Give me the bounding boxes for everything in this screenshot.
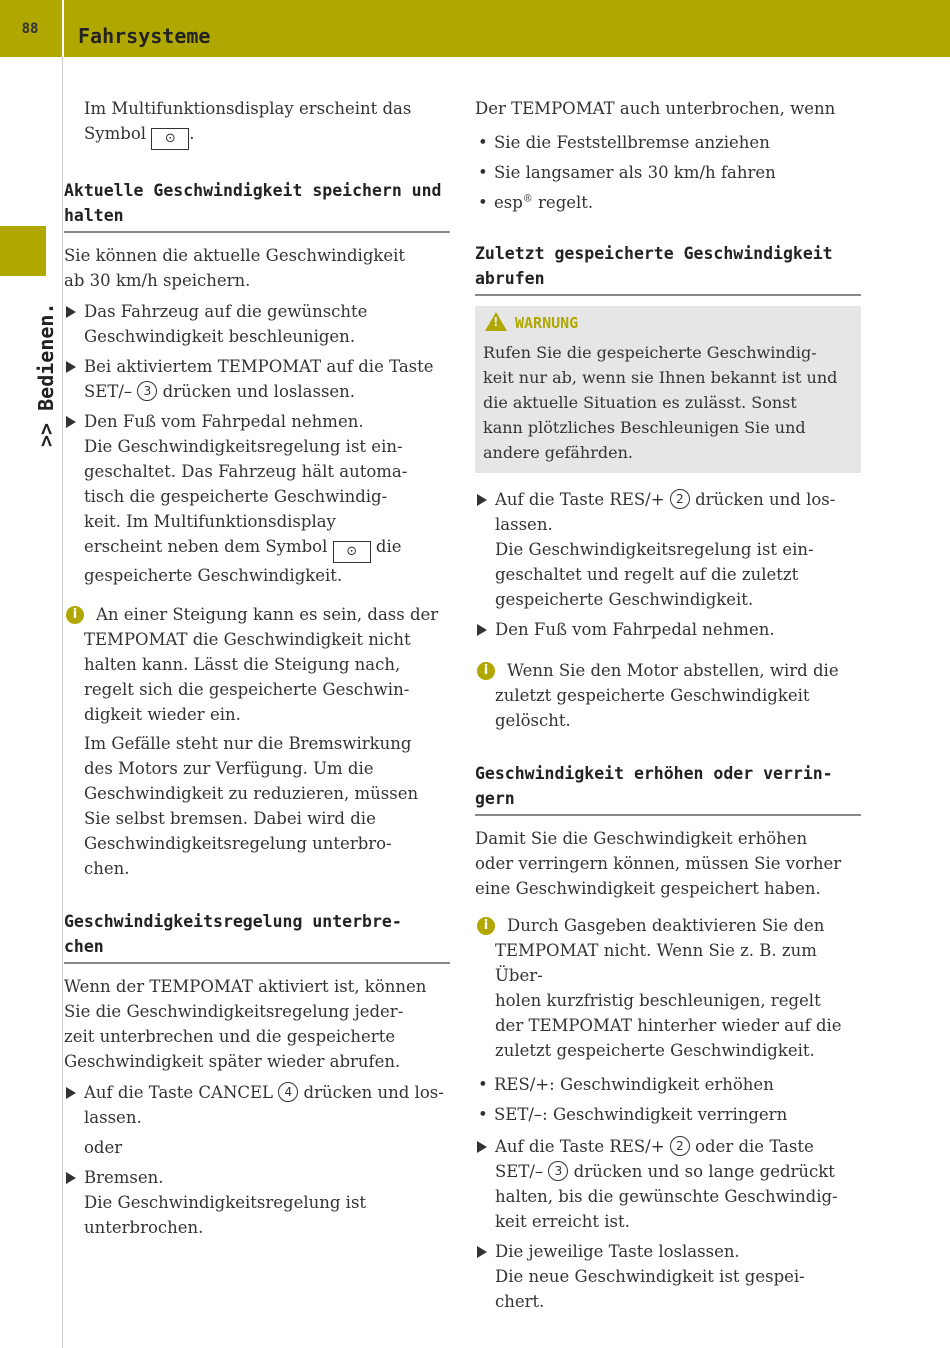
warning-triangle-icon (485, 312, 507, 331)
speedometer-icon: ⊙ (151, 128, 189, 150)
side-tab-label: >> Bedienen. (34, 302, 58, 447)
info-note-continued: Im Gefälle steht nur die Bremswirkung des Motors zur Verfügung. Um die Geschwindigkeit zu reduzieren, müssen Sie selbst bremsen. Dabei wird die Geschwindigkeitsregelung unterbro- chen. (84, 734, 419, 878)
page-title: Fahrsysteme (78, 24, 211, 48)
step-item: Auf die Taste CANCEL 4 drücken und los- lassen. (64, 1080, 450, 1130)
warning-box: !WARNUNG Rufen Sie die gespeicherte Geschwindig- keit nur ab, wenn sie Ihnen bekannt ist und die aktuelle Situation es zulässt. Sonst kann plötzliches Beschleunigen Sie und andere gefährden. (475, 306, 861, 473)
key-number-badge: 2 (670, 489, 690, 509)
bullet-item: • Sie langsamer als 30 km/h fahren (475, 160, 861, 185)
step-item: Das Fahrzeug auf die gewünschte Geschwindigkeit beschleunigen. (64, 299, 450, 349)
step-item: Die jeweilige Taste loslassen. Die neue Geschwindigkeit ist gespei- chert. (475, 1239, 861, 1314)
step-item: Auf die Taste RES/+ 2 oder die Taste SET/– 3 drücken und so lange gedrückt halten, bis die gewünschte Geschwindig- keit erreicht ist. (475, 1134, 861, 1234)
key-number-badge: 2 (670, 1136, 690, 1156)
intro-text: Im Multifunktionsdisplay erscheint das Symbol ⊙ . (64, 96, 450, 150)
margin-rule (62, 57, 63, 1348)
right-column (475, 96, 861, 1314)
section-paragraph: Sie können die aktuelle Geschwindigkeit ab 30 km/h speichern. (64, 246, 406, 290)
side-tab-marker (0, 226, 46, 276)
section-heading-speichern: Aktuelle Geschwindigkeit speichern und halten (64, 178, 450, 233)
section-heading-unterbrechen: Geschwindigkeitsregelung unterbre- chen (64, 909, 450, 964)
info-note: i Durch Gasgeben deaktivieren Sie den TEMPOMAT nicht. Wenn Sie z. B. zum Über- holen kurzfristig beschleunigen, regelt der TEMPOMAT hinterher wieder auf die zuletzt gespeicherte Geschwindigkeit. (475, 913, 861, 1063)
header-divider (62, 0, 64, 57)
oder-text: oder (84, 1138, 123, 1157)
bullet-item: • esp® regelt. (475, 190, 861, 215)
left-column (64, 96, 450, 1240)
key-number-badge: 4 (278, 1082, 298, 1102)
step-item: Den Fuß vom Fahrpedal nehmen. (475, 617, 861, 642)
info-icon: i (66, 606, 84, 624)
section-heading-erhoehen: Geschwindigkeit erhöhen oder verrin- gern (475, 761, 861, 816)
info-icon: i (477, 917, 495, 935)
info-note: i Wenn Sie den Motor abstellen, wird die zuletzt gespeicherte Geschwindigkeit gelöscht. (475, 658, 861, 733)
bullet-item: • Sie die Feststellbremse anziehen (475, 130, 861, 155)
step-item: Den Fuß vom Fahrpedal nehmen. Die Geschwindigkeitsregelung ist ein- geschaltet. Das Fahrzeug hält automa- tisch die gespeicherte Geschwindig- keit. Im Multifunktionsdisplay erscheint neben dem Symbol ⊙ die gespeicherte Geschwindigkeit. (64, 409, 450, 588)
step-item: Bei aktiviertem TEMPOMAT auf die Taste SET/– 3 drücken und loslassen. (64, 354, 450, 404)
section-paragraph: Damit Sie die Geschwindigkeit erhöhen oder verringern können, müssen Sie vorher eine Geschwindigkeit gespeichert haben. (475, 829, 842, 898)
page-number: 88 (21, 20, 39, 37)
intro-text: Der TEMPOMAT auch unterbrochen, wenn (475, 99, 836, 118)
info-icon: i (477, 662, 495, 680)
speedometer-icon: ⊙ (333, 541, 371, 563)
step-item: Auf die Taste RES/+ 2 drücken und los- lassen. Die Geschwindigkeitsregelung ist ein- geschaltet und regelt auf die zuletzt gespeicherte Geschwindigkeit. (475, 487, 861, 612)
bullet-item: • RES/+: Geschwindigkeit erhöhen (475, 1072, 861, 1097)
key-number-badge: 3 (137, 381, 157, 401)
info-note: i An einer Steigung kann es sein, dass der TEMPOMAT die Geschwindigkeit nicht halten kann. Lässt die Steigung nach, regelt sich die gespeicherte Geschwin- digkeit wieder ein. (64, 602, 450, 727)
section-paragraph: Wenn der TEMPOMAT aktiviert ist, können Sie die Geschwindigkeitsregelung jeder- zeit unterbrechen und die gespeicherte Geschwindigkeit später wieder abrufen. (64, 977, 427, 1071)
warning-title: WARNUNG (515, 314, 579, 332)
section-heading-abrufen: Zuletzt gespeicherte Geschwindigkeit abrufen (475, 241, 861, 296)
bullet-item: • SET/–: Geschwindigkeit verringern (475, 1102, 861, 1127)
step-item: Bremsen. Die Geschwindigkeitsregelung ist unterbrochen. (64, 1165, 450, 1240)
key-number-badge: 3 (548, 1161, 568, 1181)
